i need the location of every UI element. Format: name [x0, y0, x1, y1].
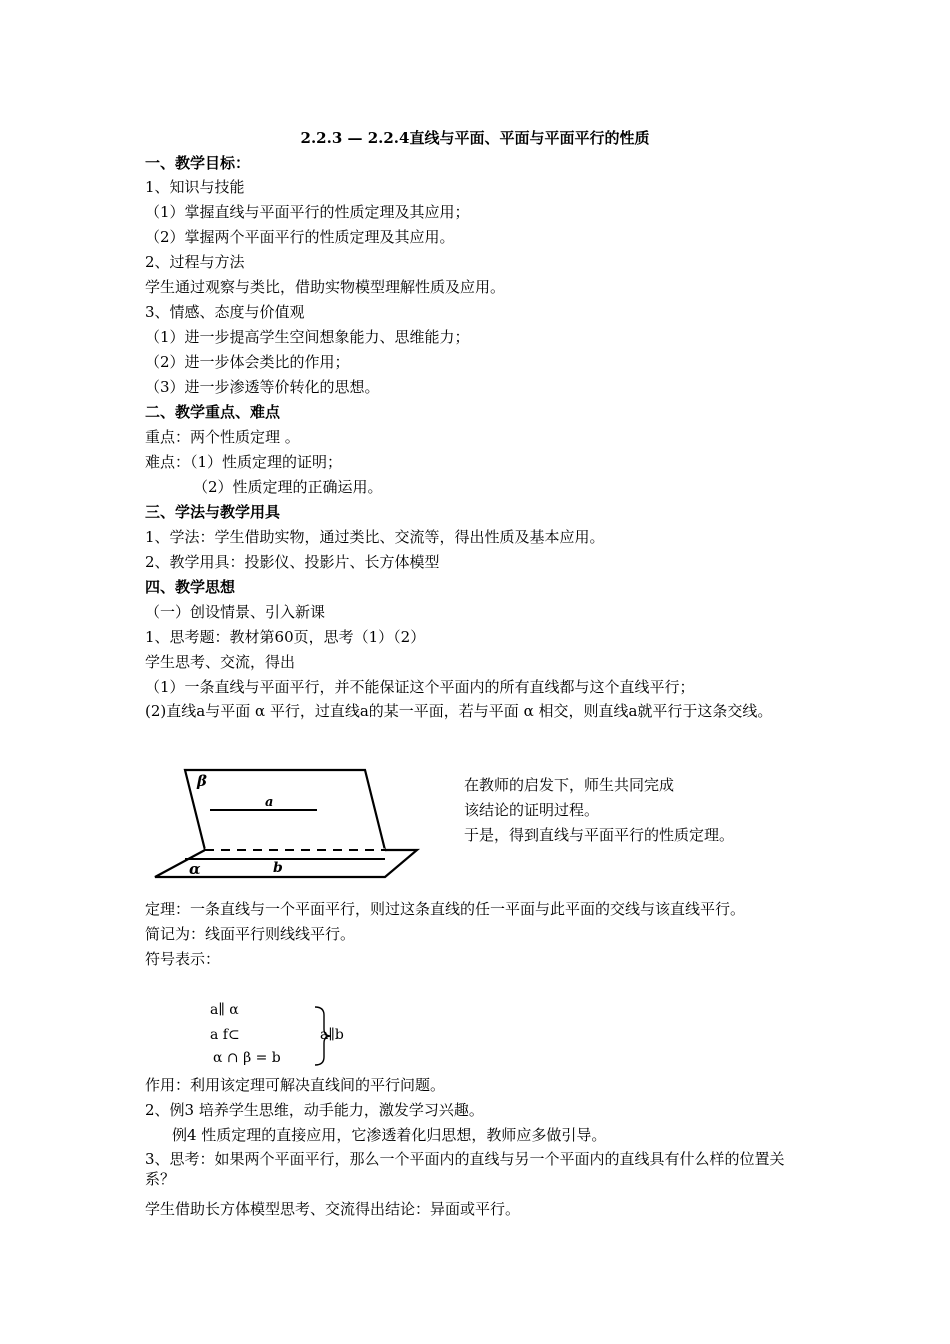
theorem-summary: 简记为：线面平行则线线平行。: [145, 925, 356, 943]
teaching-line: (2)直线a与平面 α 平行，过直线a的某一平面，若与平面 α 相交，则直线a就平行于这条交线。: [145, 702, 773, 720]
section-heading-teaching: 四、教学思想: [145, 578, 236, 596]
figure-note: 该结论的证明过程。: [464, 801, 600, 819]
figure-note: 在教师的启发下，师生共同完成: [464, 776, 675, 794]
objective-line: （2）进一步体会类比的作用；: [145, 353, 350, 371]
objective-line: （2）掌握两个平面平行的性质定理及其应用。: [145, 228, 455, 246]
label-alpha: α: [189, 860, 201, 878]
conclusion-line: 学生借助长方体模型思考、交流得出结论：异面或平行。: [145, 1200, 521, 1218]
symbol-result: a∥b: [320, 1027, 344, 1043]
keypoint-line: （2）性质定理的正确运用。: [193, 478, 383, 496]
example-3: 2、例3 培养学生思维，动手能力，激发学习兴趣。: [145, 1101, 484, 1119]
objective-line: 学生通过观察与类比，借助实物模型理解性质及应用。: [145, 278, 506, 296]
method-line: 2、教学用具：投影仪、投影片、长方体模型: [145, 553, 440, 571]
planes-figure: [145, 762, 430, 882]
symbol-line-1: a∥ α: [210, 1002, 239, 1018]
section-heading-methods: 三、学法与教学用具: [145, 503, 281, 521]
teaching-line: 学生思考、交流，得出: [145, 653, 296, 671]
subheading-attitude: 3、情感、态度与价值观: [145, 303, 305, 321]
subheading-knowledge: 1、知识与技能: [145, 178, 245, 196]
theorem-statement: 定理：一条直线与一个平面平行，则过这条直线的任一平面与此平面的交线与该直线平行。: [145, 900, 746, 918]
objective-line: （1）掌握直线与平面平行的性质定理及其应用；: [145, 203, 470, 221]
example-4: 例4 性质定理的直接应用，它渗透着化归思想，教师应多做引导。: [172, 1126, 607, 1144]
symbol-line-3: α ∩ β = b: [213, 1050, 281, 1066]
teaching-line: （一）创设情景、引入新课: [145, 603, 326, 621]
section-heading-keypoints: 二、教学重点、难点: [145, 403, 281, 421]
keypoint-line: 难点：（1）性质定理的证明；: [145, 453, 343, 471]
figure-note: 于是，得到直线与平面平行的性质定理。: [464, 826, 735, 844]
method-line: 1、学法：学生借助实物，通过类比、交流等，得出性质及基本应用。: [145, 528, 605, 546]
label-beta: β: [197, 772, 207, 790]
teaching-line: （1）一条直线与平面平行，并不能保证这个平面内的所有直线都与这个直线平行；: [145, 678, 695, 696]
teaching-line: 1、思考题：教材第60页，思考（1）（2）: [145, 628, 426, 646]
symbol-heading: 符号表示：: [145, 950, 221, 968]
label-line-b: b: [273, 860, 283, 876]
keypoint-line: 重点：两个性质定理 。: [145, 428, 300, 446]
section-heading-objectives: 一、教学目标：: [145, 154, 251, 172]
think-question: 3、思考：如果两个平面平行，那么一个平面内的直线与另一个平面内的直线具有什么样的位置关系？: [145, 1150, 785, 1188]
document-title: 2.2.3 — 2.2.4直线与平面、平面与平面平行的性质: [300, 129, 650, 147]
symbol-line-2: a f⊂: [210, 1027, 240, 1043]
subheading-process: 2、过程与方法: [145, 253, 245, 271]
objective-line: （3）进一步渗透等价转化的思想。: [145, 378, 380, 396]
objective-line: （1）进一步提高学生空间想象能力、思维能力；: [145, 328, 470, 346]
label-line-a: a: [265, 795, 274, 810]
usage-line: 作用：利用该定理可解决直线间的平行问题。: [145, 1076, 446, 1094]
